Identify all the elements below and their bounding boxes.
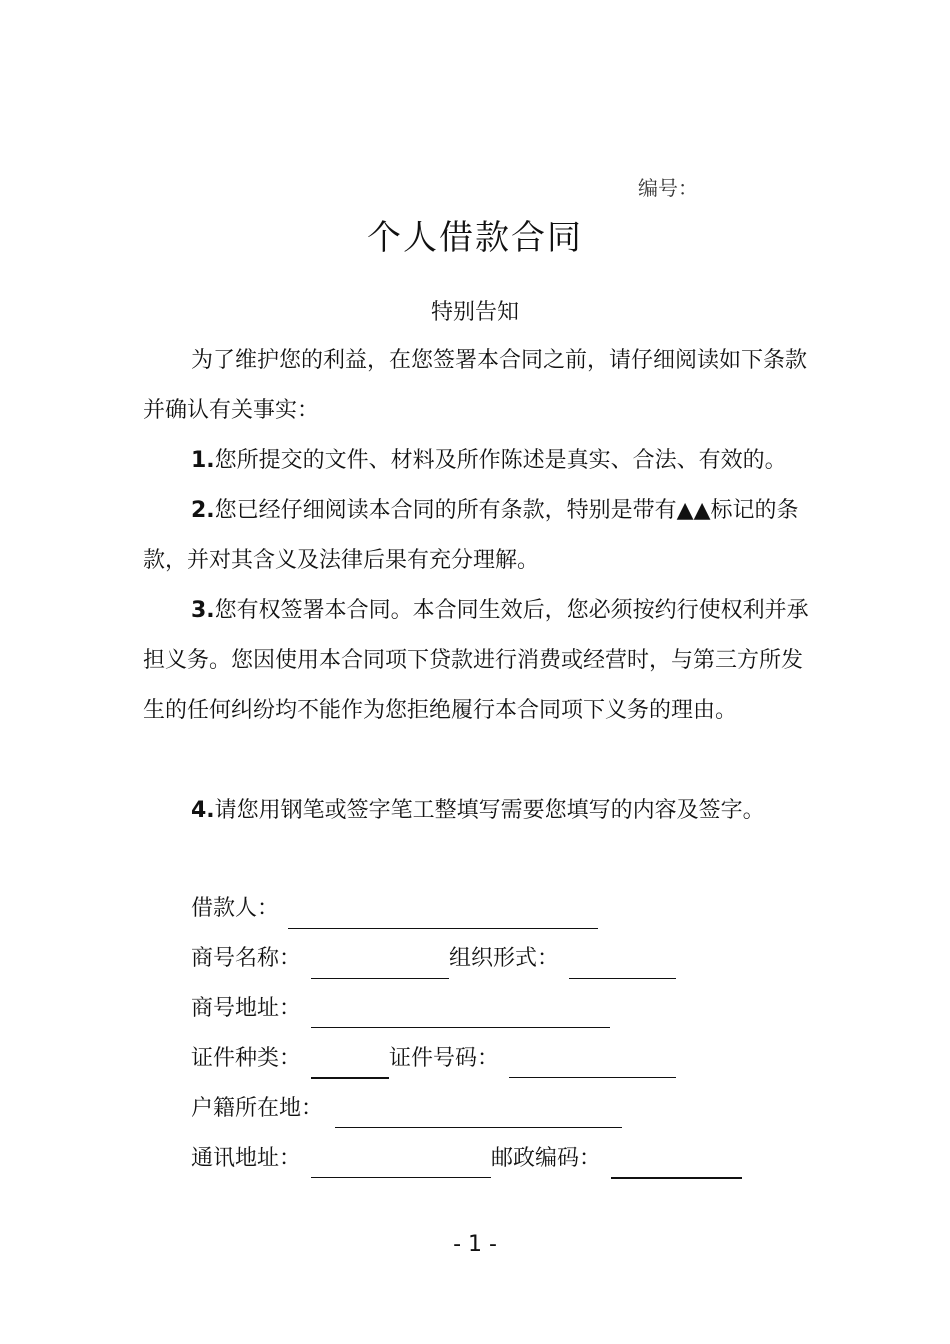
notice-item-number: 3. [191, 598, 215, 623]
notice-item-text: 您有权签署本合同。本合同生效后，您必须按约行使权利并承担义务。您因使用本合同项下贷款进行消费或经营时，与第三方所发生的任何纠纷均不能作为您拒绝履行本合同项下义务的理由。 [143, 598, 809, 723]
notice-item-1 [143, 436, 811, 486]
org-form-blank[interactable] [569, 978, 676, 979]
notice-item-text: 您已经仔细阅读本合同的所有条款，特别是带有▲▲标记的条款，并对其含义及法律后果有充分理解。 [143, 498, 799, 573]
id-number-label: 证件号码： [389, 1046, 500, 1071]
borrower-label: 借款人： [191, 896, 280, 921]
mailing-address-blank[interactable] [311, 1177, 491, 1178]
mailing-address-label: 通讯地址： [191, 1146, 302, 1171]
household-location-label: 户籍所在地： [191, 1096, 324, 1121]
notice-item-number: 1. [191, 448, 215, 473]
notice-item-2 [143, 486, 811, 586]
section-subtitle: 特别告知 [430, 300, 519, 325]
notice-item-number: 2. [191, 498, 215, 523]
notice-item-3 [143, 586, 811, 736]
notice-item-text: 请您用钢笔或签字笔工整填写需要您填写的内容及签字。 [214, 798, 765, 823]
page-number: - 1 - [453, 1232, 497, 1257]
postal-code-label: 邮政编码： [491, 1146, 602, 1171]
id-type-blank[interactable] [311, 1077, 389, 1079]
trade-name-blank[interactable] [311, 978, 449, 979]
contract-number-label: 编号： [638, 176, 698, 200]
trade-address-blank[interactable] [311, 1027, 610, 1028]
notice-item-text: 您所提交的文件、材料及所作陈述是真实、合法、有效的。 [214, 448, 787, 473]
notice-item-4 [143, 786, 811, 836]
document-title: 个人借款合同 [367, 218, 583, 258]
notice-item-number: 4. [191, 798, 215, 823]
borrower-blank[interactable] [288, 928, 598, 929]
org-form-label: 组织形式： [449, 946, 560, 971]
id-number-blank[interactable] [509, 1077, 676, 1078]
id-type-label: 证件种类： [191, 1046, 302, 1071]
trade-address-label: 商号地址： [191, 996, 302, 1021]
household-location-blank[interactable] [335, 1127, 622, 1128]
intro-paragraph: 为了维护您的利益，在您签署本合同之前，请仔细阅读如下条款并确认有关事实： [143, 348, 808, 423]
postal-code-blank[interactable] [611, 1177, 742, 1179]
trade-name-label: 商号名称： [191, 946, 302, 971]
